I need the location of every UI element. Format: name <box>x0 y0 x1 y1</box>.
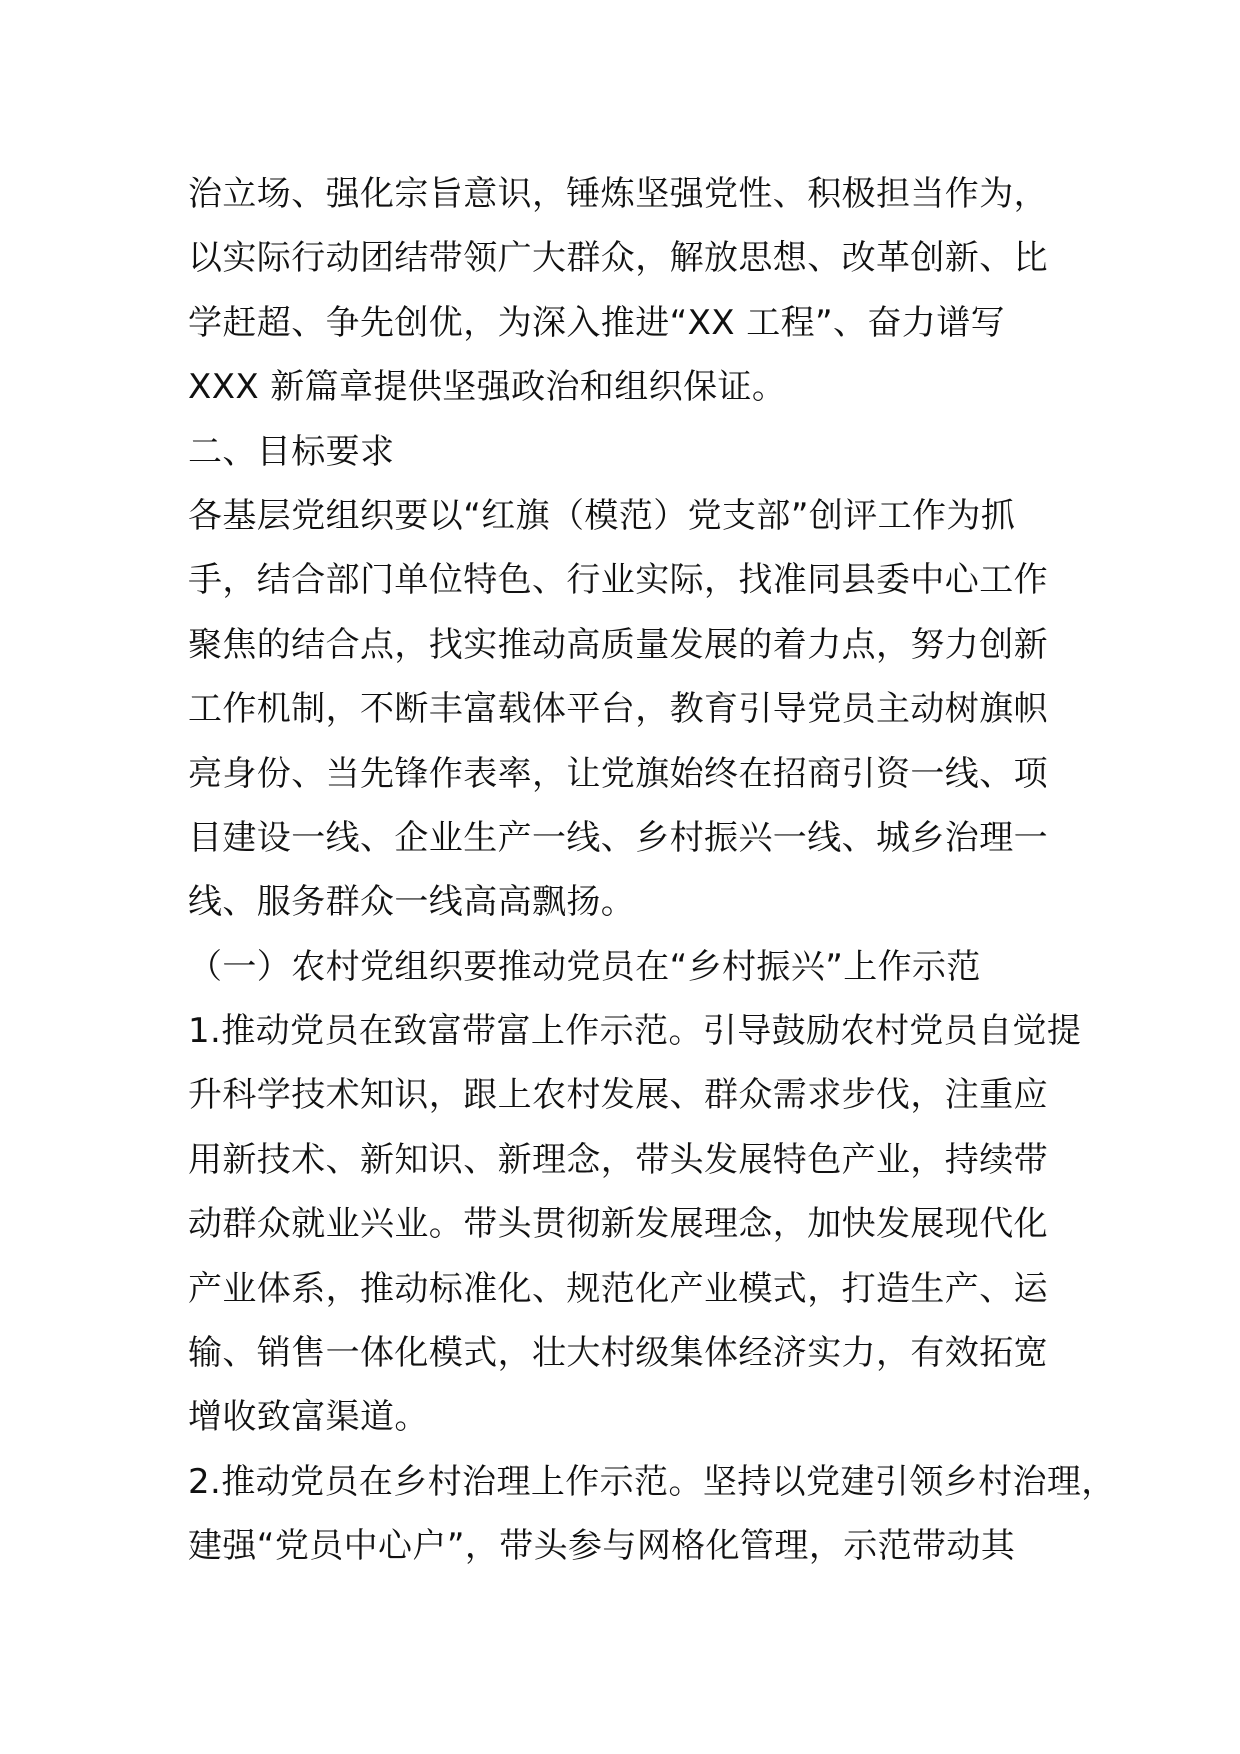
text-line: 增收致富渠道。 <box>188 1397 429 1438</box>
subsection-heading: （一）农村党组织要推动党员在“乡村振兴”上作示范 <box>188 946 981 987</box>
text-line: 2.推动党员在乡村治理上作示范。坚持以党建引领乡村治理， <box>188 1461 1116 1502</box>
text-line: 建强“党员中心户”，带头参与网格化管理，示范带动其 <box>188 1526 1016 1567</box>
text-line: 治立场、强化宗旨意识，锤炼坚强党性、积极担当作为， <box>188 174 1048 214</box>
text-line: 以实际行动团结带领广大群众，解放思想、改革创新、比 <box>188 238 1048 279</box>
body-text <box>188 162 1116 1579</box>
text-line: 学赶超、争先创优，为深入推进“XX 工程”、奋力谱写 <box>188 302 1006 343</box>
text-line: XXX 新篇章提供坚强政治和组织保证。 <box>188 367 787 408</box>
text-line: 升科学技术知识，跟上农村发展、群众需求步伐，注重应 <box>188 1075 1048 1116</box>
text-line: 聚焦的结合点，找实推动高质量发展的着力点，努力创新 <box>188 624 1048 665</box>
text-line: 输、销售一体化模式，壮大村级集体经济实力，有效拓宽 <box>188 1333 1048 1374</box>
text-line: 工作机制，不断丰富载体平台，教育引导党员主动树旗帜 <box>188 689 1048 730</box>
text-line: 各基层党组织要以“红旗（模范）党支部”创评工作为抓 <box>188 495 1016 536</box>
text-line: 目建设一线、企业生产一线、乡村振兴一线、城乡治理一 <box>188 817 1048 858</box>
text-line: 手，结合部门单位特色、行业实际，找准同县委中心工作 <box>188 560 1048 601</box>
text-line: 产业体系，推动标准化、规范化产业模式，打造生产、运 <box>188 1268 1048 1309</box>
text-line: 线、服务群众一线高高飘扬。 <box>188 882 636 923</box>
text-line: 动群众就业兴业。带头贯彻新发展理念，加快发展现代化 <box>188 1204 1048 1245</box>
text-line: 用新技术、新知识、新理念，带头发展特色产业，持续带 <box>188 1139 1048 1180</box>
text-line: 1.推动党员在致富带富上作示范。引导鼓励农村党员自觉提 <box>188 1011 1082 1052</box>
text-line: 亮身份、当先锋作表率，让党旗始终在招商引资一线、项 <box>188 753 1048 794</box>
section-heading: 二、目标要求 <box>188 431 395 472</box>
